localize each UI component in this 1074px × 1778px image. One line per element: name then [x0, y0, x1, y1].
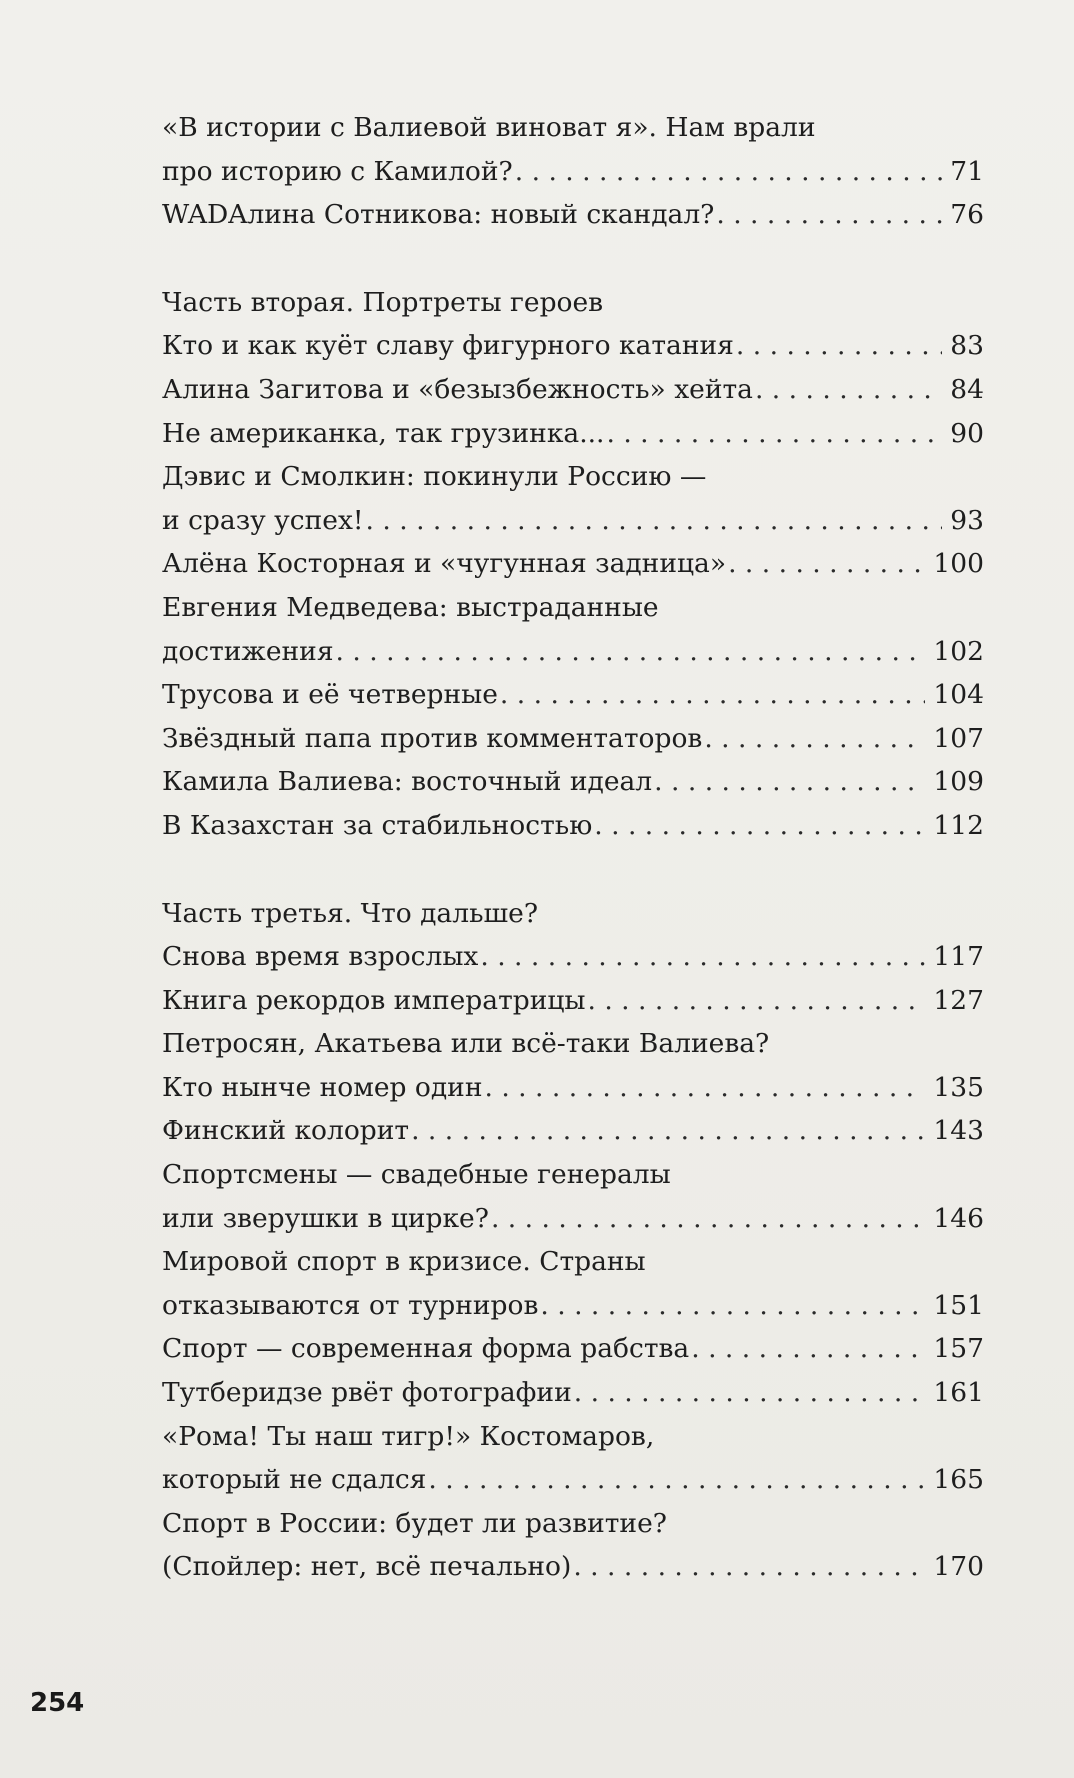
toc-entry-title: Спорт — современная форма рабства — [162, 1333, 690, 1365]
toc-entry-page: 135 — [933, 1071, 984, 1103]
toc-entry-page: 93 — [950, 504, 984, 536]
toc-entry-title: Дэвис и Смолкин: покинули Россию — — [162, 461, 707, 493]
toc-entry-title: Тутберидзе рвёт фотографии — [162, 1377, 572, 1409]
toc-entry-title: В Казахстан за стабильностью — [162, 809, 593, 841]
toc-entry-page: 76 — [950, 199, 984, 231]
toc-entry — [162, 1109, 984, 1153]
toc-entry-page: 151 — [933, 1289, 984, 1321]
toc-entry-page: 117 — [933, 941, 984, 973]
toc-entry-page: 112 — [933, 809, 984, 841]
toc-line — [162, 1415, 984, 1459]
toc-line — [162, 586, 984, 630]
dot-leader — [491, 1197, 925, 1241]
toc-entry — [162, 1197, 984, 1241]
dot-leader — [428, 1458, 925, 1502]
toc-entry — [162, 368, 984, 412]
dot-leader — [484, 1066, 925, 1110]
dot-leader — [336, 630, 926, 674]
toc-entry — [162, 499, 984, 543]
toc-entry-page: 146 — [933, 1202, 984, 1234]
toc-entry-title: Спортсмены — свадебные генералы — [162, 1159, 671, 1191]
toc-entry — [162, 717, 984, 761]
toc-entry-title: и сразу успех! — [162, 504, 364, 536]
toc-entry-page: 109 — [933, 766, 984, 798]
toc-entry-page: 84 — [950, 373, 984, 405]
toc-entry-title: Трусова и её четверные — [162, 679, 498, 711]
section-heading-text: Часть вторая. Портреты героев — [162, 286, 604, 318]
dot-leader — [755, 368, 942, 412]
toc-entry-title: Спорт в России: будет ли развитие? — [162, 1507, 667, 1539]
toc-line — [162, 1022, 984, 1066]
toc-entry — [162, 324, 984, 368]
toc-entry-title: про историю с Камилой? — [162, 155, 513, 187]
toc-entry-title: «Рома! Ты наш тигр!» Костомаров, — [162, 1420, 655, 1452]
toc-entry-title: Кто и как куёт славу фигурного катания — [162, 330, 734, 362]
toc-entry — [162, 760, 984, 804]
toc-entry-page: 90 — [950, 417, 984, 449]
toc-entry-page: 170 — [933, 1551, 984, 1583]
toc-entry-title: отказываются от турниров — [162, 1289, 539, 1321]
dot-leader — [594, 804, 925, 848]
toc-entry-page: 157 — [933, 1333, 984, 1365]
toc-entry-title: «В истории с Валиевой виноват я». Нам врали — [162, 112, 816, 143]
page-number: 254 — [30, 1688, 85, 1718]
dot-leader — [654, 760, 925, 804]
dot-leader — [606, 412, 942, 456]
toc-entry-page: 104 — [933, 679, 984, 711]
section-heading-text: Часть третья. Что дальше? — [162, 897, 539, 929]
toc-entry — [162, 1458, 984, 1502]
toc-entry-page: 107 — [933, 722, 984, 754]
toc-entry-title: Евгения Медведева: выстраданные — [162, 591, 659, 623]
table-of-contents — [162, 106, 984, 1589]
toc-line — [162, 1240, 984, 1284]
toc-entry-page: 127 — [933, 984, 984, 1016]
toc-entry-title: Камила Валиева: восточный идеал — [162, 766, 653, 798]
toc-entry — [162, 1066, 984, 1110]
toc-entry — [162, 935, 984, 979]
toc-entry-title: Не американка, так грузинка... — [162, 417, 605, 449]
toc-entry-page: 165 — [933, 1464, 984, 1496]
dot-leader — [411, 1109, 925, 1153]
toc-line — [162, 106, 984, 150]
toc-entry-page: 71 — [950, 155, 984, 187]
toc-line — [162, 455, 984, 499]
dot-leader — [587, 979, 925, 1023]
section-spacer — [162, 848, 984, 892]
section-heading — [162, 892, 984, 936]
dot-leader — [716, 193, 942, 237]
toc-entry-title: Кто нынче номер один — [162, 1071, 483, 1103]
dot-leader — [515, 150, 943, 194]
toc-entry-page: 100 — [933, 548, 984, 580]
toc-entry — [162, 412, 984, 456]
toc-entry — [162, 193, 984, 237]
dot-leader — [480, 935, 925, 979]
dot-leader — [691, 1327, 925, 1371]
toc-line — [162, 1502, 984, 1546]
dot-leader — [736, 324, 942, 368]
toc-entry-title: Книга рекордов императрицы — [162, 984, 586, 1016]
toc-entry-title: WADAлина Сотникова: новый скандал? — [162, 199, 715, 231]
toc-entry-page: 83 — [950, 330, 984, 362]
toc-entry-title: Снова время взрослых — [162, 941, 479, 973]
toc-entry-title: Алёна Косторная и «чугунная задница» — [162, 548, 727, 580]
toc-line — [162, 1153, 984, 1197]
toc-entry — [162, 1284, 984, 1328]
toc-entry-title: Алина Загитова и «безызбежность» хейта — [162, 373, 753, 405]
toc-entry-title: Звёздный папа против комментаторов — [162, 722, 703, 754]
toc-entry-title: Петросян, Акатьева или всё-таки Валиева? — [162, 1028, 770, 1060]
toc-entry — [162, 979, 984, 1023]
toc-entry-page: 102 — [933, 635, 984, 667]
toc-entry-page: 161 — [933, 1377, 984, 1409]
toc-entry-title: Мировой спорт в кризисе. Страны — [162, 1246, 646, 1278]
dot-leader — [540, 1284, 925, 1328]
toc-entry-page: 143 — [933, 1115, 984, 1147]
toc-entry-title: Финский колорит — [162, 1115, 410, 1147]
dot-leader — [704, 717, 925, 761]
dot-leader — [500, 673, 925, 717]
dot-leader — [366, 499, 943, 543]
toc-entry — [162, 1545, 984, 1589]
toc-entry — [162, 630, 984, 674]
section-heading — [162, 281, 984, 325]
toc-entry-title: достижения — [162, 635, 334, 667]
toc-entry-title: или зверушки в цирке? — [162, 1202, 489, 1234]
toc-entry-title: (Спойлер: нет, всё печально) — [162, 1551, 572, 1583]
toc-entry — [162, 542, 984, 586]
toc-entry — [162, 1371, 984, 1415]
dot-leader — [728, 542, 925, 586]
dot-leader — [573, 1545, 925, 1589]
toc-entry — [162, 150, 984, 194]
toc-entry — [162, 804, 984, 848]
section-spacer — [162, 237, 984, 281]
toc-entry — [162, 673, 984, 717]
toc-entry — [162, 1327, 984, 1371]
dot-leader — [574, 1371, 926, 1415]
toc-entry-title: который не сдался — [162, 1464, 427, 1496]
